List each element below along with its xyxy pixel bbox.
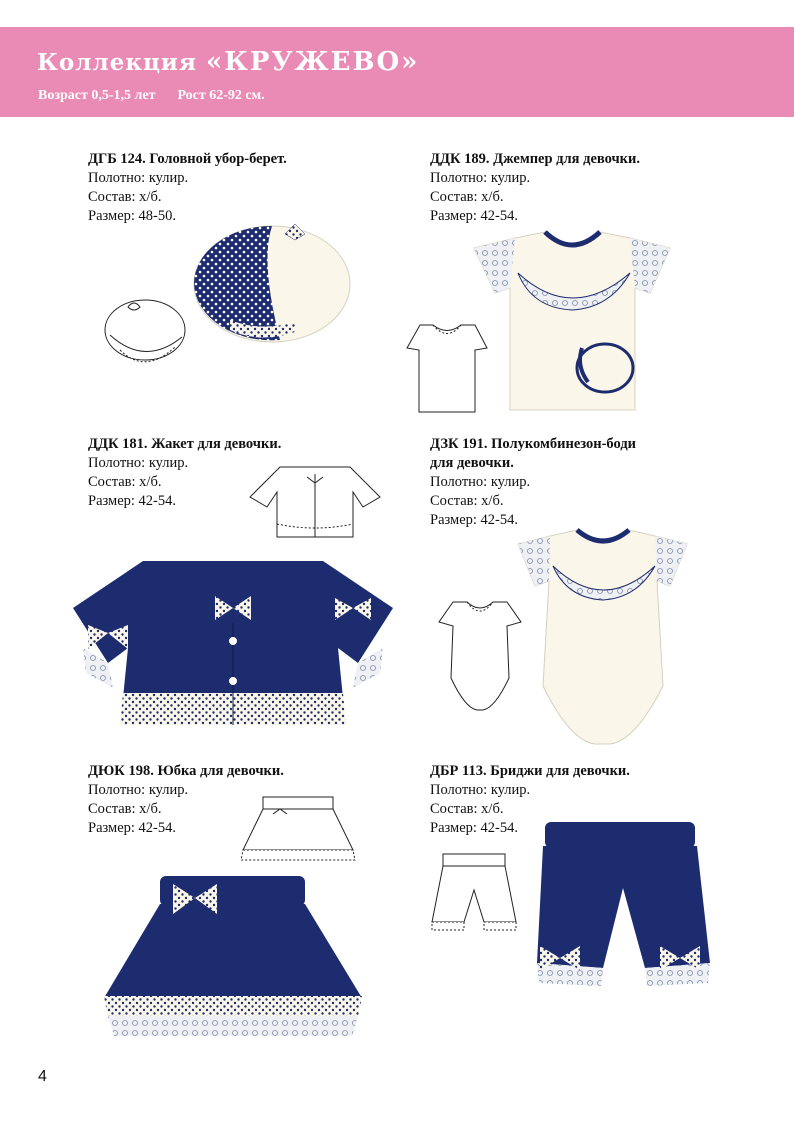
height-range: Рост 62-92 см. xyxy=(177,88,265,103)
product-fabric: Полотно: кулир. xyxy=(430,782,531,798)
collection-subtitle xyxy=(38,88,265,104)
product-fabric: Полотно: кулир. xyxy=(430,474,531,490)
breeches-sketch xyxy=(428,850,520,935)
collection-name: «КРУЖЕВО» xyxy=(206,47,420,77)
product-size: Размер: 42-54. xyxy=(88,493,176,509)
jumper-photo xyxy=(470,228,675,413)
product-bodysuit xyxy=(430,435,636,530)
bodysuit-photo xyxy=(515,526,690,746)
product-title-line2: для девочки. xyxy=(430,455,514,471)
breeches-photo xyxy=(525,818,720,993)
beret-photo xyxy=(190,222,360,350)
product-composition: Состав: х/б. xyxy=(430,801,504,817)
title-prefix: Коллекция xyxy=(37,49,197,76)
skirt-photo xyxy=(100,868,365,1040)
product-size: Размер: 42-54. xyxy=(430,820,518,836)
product-title: ДЮК 198. Юбка для девочки. xyxy=(88,763,284,779)
age-range: Возраст 0,5-1,5 лет xyxy=(38,88,156,103)
product-composition: Состав: х/б. xyxy=(88,801,162,817)
product-size: Размер: 42-54. xyxy=(430,512,518,528)
product-composition: Состав: х/б. xyxy=(88,474,162,490)
product-title: ДБР 113. Бриджи для девочки. xyxy=(430,763,630,779)
product-title: ДГБ 124. Головной убор-берет. xyxy=(88,151,287,167)
product-composition: Состав: х/б. xyxy=(88,189,162,205)
product-fabric: Полотно: кулир. xyxy=(88,455,189,471)
jacket-sketch xyxy=(245,462,385,542)
product-title: ДДК 189. Джемпер для девочки. xyxy=(430,151,641,167)
bodysuit-sketch xyxy=(435,598,525,716)
beret-sketch xyxy=(100,285,195,375)
collection-title xyxy=(37,47,419,77)
product-jumper xyxy=(430,150,640,226)
product-composition: Состав: х/б. xyxy=(430,189,504,205)
product-fabric: Полотно: кулир. xyxy=(430,170,531,186)
product-fabric: Полотно: кулир. xyxy=(88,170,189,186)
product-size: Размер: 48-50. xyxy=(88,208,176,224)
product-fabric: Полотно: кулир. xyxy=(88,782,189,798)
product-title: ДДК 181. Жакет для девочки. xyxy=(88,436,282,452)
product-title: ДЗК 191. Полукомбинезон-боди xyxy=(430,436,637,452)
page-number: 4 xyxy=(38,1068,47,1085)
product-size: Размер: 42-54. xyxy=(88,820,176,836)
product-beret xyxy=(88,150,287,226)
skirt-sketch xyxy=(238,792,358,864)
product-size: Размер: 42-54. xyxy=(430,208,518,224)
jacket-photo xyxy=(68,553,398,731)
header-banner xyxy=(0,27,794,117)
product-composition: Состав: х/б. xyxy=(430,493,504,509)
